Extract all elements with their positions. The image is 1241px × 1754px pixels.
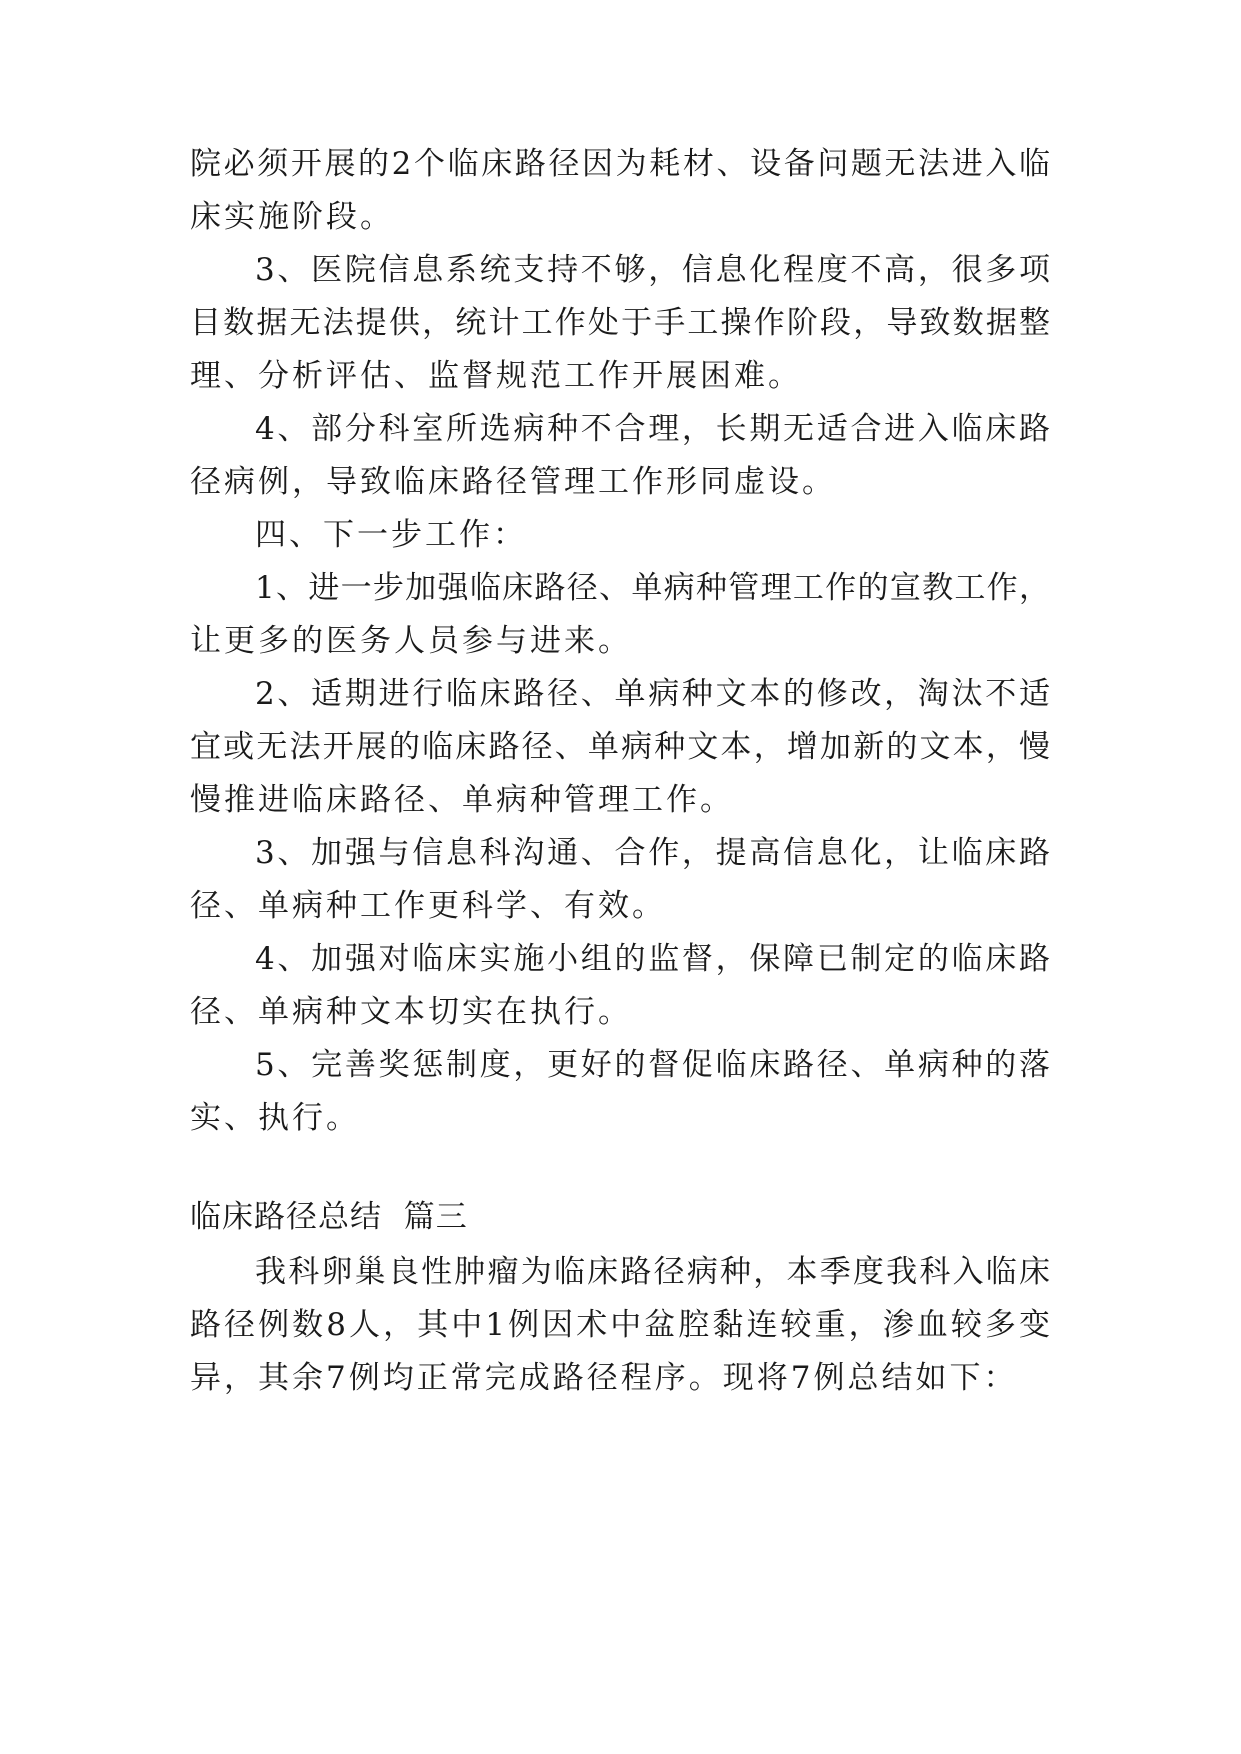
paragraph-line: 径、单病种工作更科学、有效。 bbox=[190, 888, 666, 924]
paragraph-line: 实、执行。 bbox=[190, 1100, 360, 1136]
paragraph-line: 我科卵巢良性肿瘤为临床路径病种，本季度我科入临床 bbox=[255, 1254, 1050, 1290]
paragraph-line: 异，其余7例均正常完成路径程序。现将7例总结如下： bbox=[190, 1360, 1018, 1396]
paragraph-line: 让更多的医务人员参与进来。 bbox=[190, 623, 632, 659]
article-title: 临床路径总结 篇三 bbox=[190, 1199, 468, 1235]
paragraph-line: 目数据无法提供，统计工作处于手工操作阶段，导致数据整 bbox=[190, 305, 1050, 341]
paragraph-line: 理、分析评估、监督规范工作开展困难。 bbox=[190, 358, 802, 394]
paragraph-line: 2、适期进行临床路径、单病种文本的修改，淘汰不适 bbox=[255, 676, 1050, 712]
paragraph-line: 院必须开展的2个临床路径因为耗材、设备问题无法进入临 bbox=[190, 146, 1050, 182]
paragraph-line: 床实施阶段。 bbox=[190, 199, 394, 235]
paragraph-line: 1、进一步加强临床路径、单病种管理工作的宣教工作， bbox=[255, 570, 1050, 606]
paragraph-line: 宜或无法开展的临床路径、单病种文本，增加新的文本，慢 bbox=[190, 729, 1050, 765]
paragraph-line: 慢推进临床路径、单病种管理工作。 bbox=[190, 782, 734, 818]
paragraph-line: 5、完善奖惩制度，更好的督促临床路径、单病种的落 bbox=[255, 1047, 1050, 1083]
paragraph-line: 3、加强与信息科沟通、合作，提高信息化，让临床路 bbox=[255, 835, 1050, 871]
section-heading: 四、下一步工作： bbox=[255, 517, 527, 553]
paragraph-line: 路径例数8人，其中1例因术中盆腔黏连较重，渗血较多变 bbox=[190, 1307, 1050, 1343]
paragraph-line: 3、医院信息系统支持不够，信息化程度不高，很多项 bbox=[255, 252, 1050, 288]
paragraph-line: 径病例，导致临床路径管理工作形同虚设。 bbox=[190, 464, 836, 500]
paragraph-line: 4、加强对临床实施小组的监督，保障已制定的临床路 bbox=[255, 941, 1050, 977]
paragraph-line: 径、单病种文本切实在执行。 bbox=[190, 994, 632, 1030]
paragraph-line: 4、部分科室所选病种不合理，长期无适合进入临床路 bbox=[255, 411, 1050, 447]
